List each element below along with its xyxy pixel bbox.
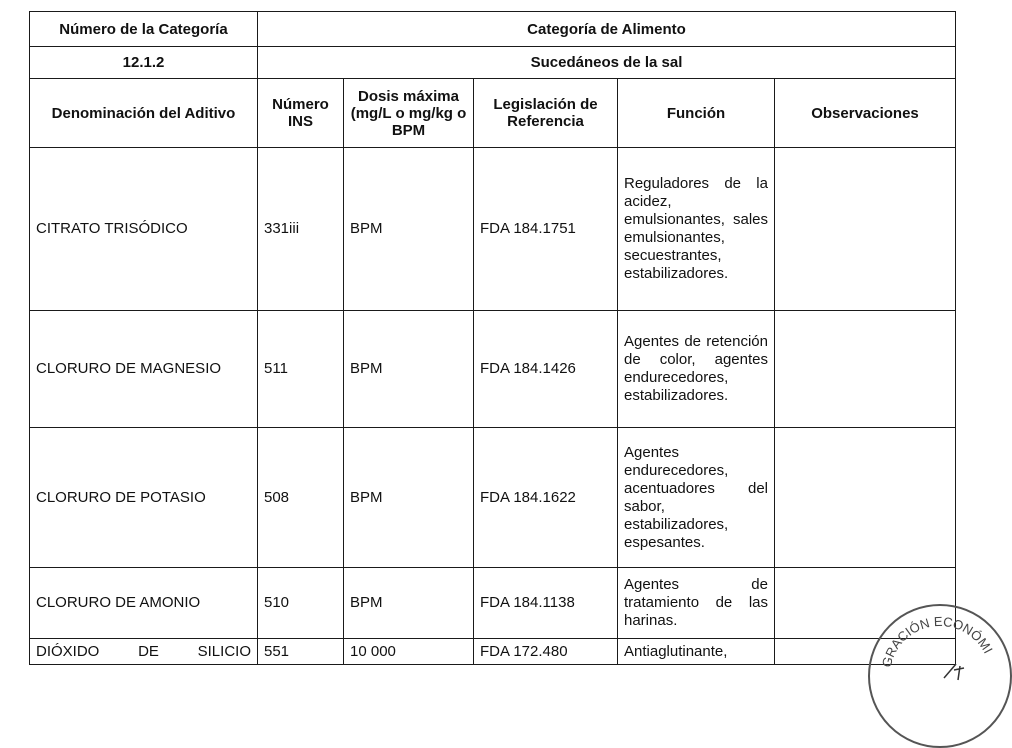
function-cell: Agentes de retención de color, agentes endurecedores, estabilizadores. (618, 311, 775, 428)
function-cell: Agentes endurecedores, acentuadores del sabor, estabilizadores, espesantes. (618, 428, 775, 568)
notes-cell (775, 311, 956, 428)
legislation-cell: FDA 184.1138 (474, 568, 618, 639)
legislation-cell: FDA 184.1426 (474, 311, 618, 428)
additive-cell: DIÓXIDO DE SILICIO (30, 639, 258, 665)
additive-cell: CLORURO DE AMONIO (30, 568, 258, 639)
legislation-cell: FDA 184.1622 (474, 428, 618, 568)
function-cell: Agentes de tratamiento de las harinas. (618, 568, 775, 639)
column-header-row (30, 79, 956, 148)
seal-text: GRACIÓN ECONÓMI (878, 613, 996, 669)
table-row (30, 428, 956, 568)
category-label: Categoría de Alimento (258, 12, 956, 47)
additive-cell: CITRATO TRISÓDICO (30, 148, 258, 311)
table-row (30, 148, 956, 311)
dose-cell: BPM (344, 148, 474, 311)
category-number: 12.1.2 (30, 47, 258, 79)
dose-cell: 10 000 (344, 639, 474, 665)
ins-cell: 331iii (258, 148, 344, 311)
legislation-cell: FDA 172.480 (474, 639, 618, 665)
ins-cell: 508 (258, 428, 344, 568)
legislation-cell: FDA 184.1751 (474, 148, 618, 311)
additive-cell: CLORURO DE MAGNESIO (30, 311, 258, 428)
col-header-function: Función (618, 79, 775, 148)
ins-cell: 510 (258, 568, 344, 639)
col-header-notes: Observaciones (775, 79, 956, 148)
category-name: Sucedáneos de la sal (258, 47, 956, 79)
header-row-2 (30, 47, 956, 79)
col-header-dose: Dosis máxima (mg/L o mg/kg o BPM (344, 79, 474, 148)
notes-cell (775, 428, 956, 568)
notes-cell (775, 148, 956, 311)
dose-cell: BPM (344, 311, 474, 428)
col-header-ins: Número INS (258, 79, 344, 148)
col-header-additive: Denominación del Aditivo (30, 79, 258, 148)
dose-cell: BPM (344, 428, 474, 568)
ins-cell: 511 (258, 311, 344, 428)
function-cell: Antiaglutinante, (618, 639, 775, 665)
table-row (30, 639, 956, 665)
table-row (30, 311, 956, 428)
additive-cell: CLORURO DE POTASIO (30, 428, 258, 568)
signature-mark (940, 660, 970, 682)
col-header-legislation: Legislación de Referencia (474, 79, 618, 148)
ins-cell: 551 (258, 639, 344, 665)
table-row (30, 568, 956, 639)
function-cell: Reguladores de la acidez, emulsionantes, sales emulsionantes, secuestrantes, estabilizadores. (618, 148, 775, 311)
header-row-1 (30, 12, 956, 47)
additives-table (29, 11, 956, 665)
dose-cell: BPM (344, 568, 474, 639)
category-number-label: Número de la Categoría (30, 12, 258, 47)
